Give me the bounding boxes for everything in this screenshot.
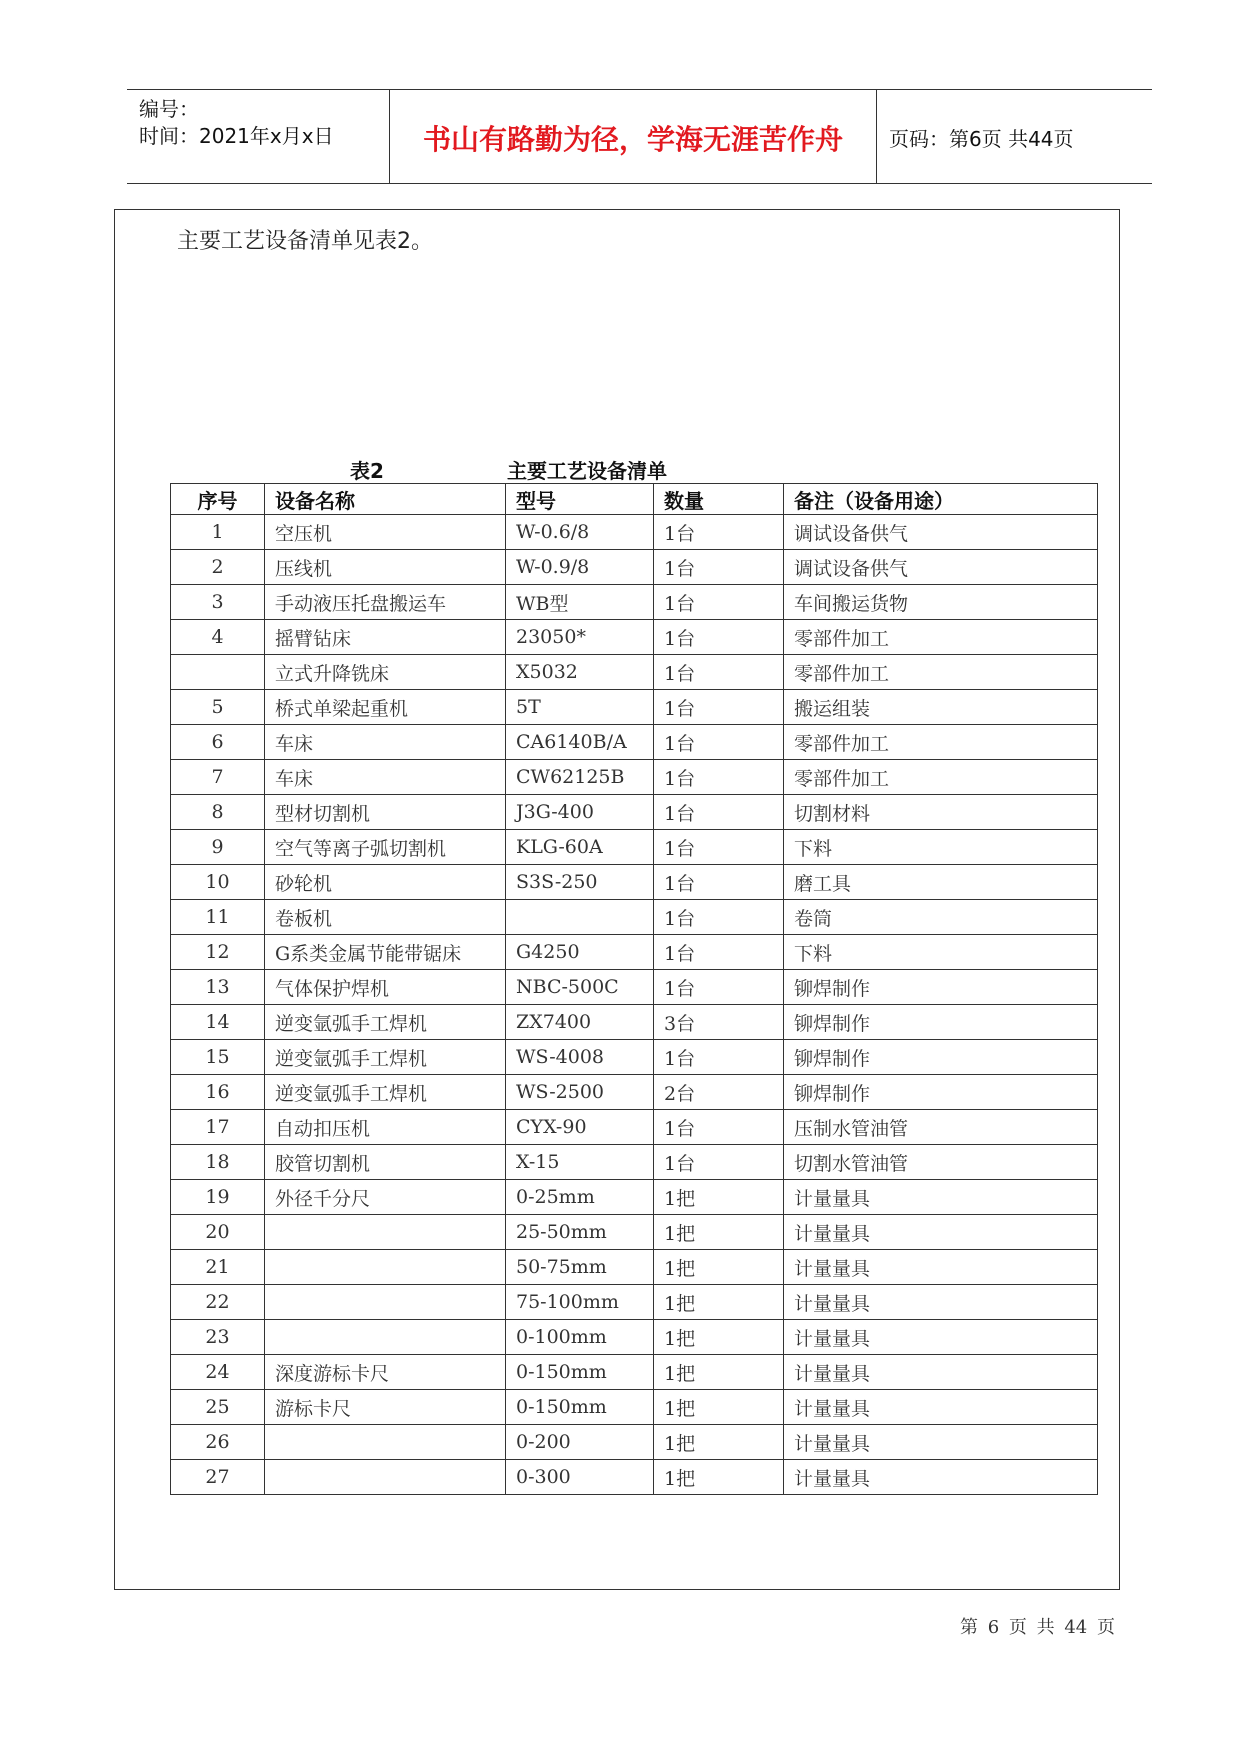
page-header <box>127 89 1152 184</box>
intro-text: 主要工艺设备清单见表2。 <box>177 229 433 254</box>
cell-model: G4250 <box>506 935 654 970</box>
cell-serial: 20 <box>171 1215 265 1250</box>
cell-remarks: 铆焊制作 <box>784 1005 1098 1040</box>
cell-serial: 25 <box>171 1390 265 1425</box>
table-row <box>171 620 1098 655</box>
cell-equipment-name: 卷板机 <box>265 900 506 935</box>
table-row <box>171 1460 1098 1495</box>
cell-equipment-name: 逆变氩弧手工焊机 <box>265 1040 506 1075</box>
cell-remarks: 下料 <box>784 935 1098 970</box>
cell-remarks: 切割水管油管 <box>784 1145 1098 1180</box>
cell-model: NBC-500C <box>506 970 654 1005</box>
table-row <box>171 1250 1098 1285</box>
cell-remarks: 计量量具 <box>784 1390 1098 1425</box>
cell-model: 23050* <box>506 620 654 655</box>
cell-equipment-name: 砂轮机 <box>265 865 506 900</box>
cell-remarks: 计量量具 <box>784 1460 1098 1495</box>
cell-serial: 22 <box>171 1285 265 1320</box>
cell-serial: 13 <box>171 970 265 1005</box>
cell-equipment-name: 车床 <box>265 725 506 760</box>
table-row <box>171 515 1098 550</box>
cell-remarks: 零部件加工 <box>784 725 1098 760</box>
cell-quantity: 1台 <box>654 795 784 830</box>
table-row <box>171 1320 1098 1355</box>
cell-serial: 7 <box>171 760 265 795</box>
cell-quantity: 1把 <box>654 1390 784 1425</box>
cell-quantity: 1把 <box>654 1250 784 1285</box>
cell-equipment-name: G系类金属节能带锯床 <box>265 935 506 970</box>
table-row <box>171 1180 1098 1215</box>
table-row <box>171 1040 1098 1075</box>
document-number-label: 编号： <box>139 97 199 121</box>
column-header-remarks: 备注（设备用途） <box>784 484 1098 515</box>
cell-remarks: 压制水管油管 <box>784 1110 1098 1145</box>
cell-remarks: 计量量具 <box>784 1285 1098 1320</box>
table-row <box>171 655 1098 690</box>
table-row <box>171 935 1098 970</box>
cell-serial: 11 <box>171 900 265 935</box>
cell-quantity: 1台 <box>654 830 784 865</box>
cell-quantity: 1把 <box>654 1320 784 1355</box>
page-footer: 第 6 页 共 44 页 <box>960 1617 1115 1638</box>
cell-quantity: 2台 <box>654 1075 784 1110</box>
cell-equipment-name: 外径千分尺 <box>265 1180 506 1215</box>
cell-remarks: 搬运组装 <box>784 690 1098 725</box>
cell-remarks: 下料 <box>784 830 1098 865</box>
cell-model: 0-25mm <box>506 1180 654 1215</box>
cell-model: S3S-250 <box>506 865 654 900</box>
cell-quantity: 1把 <box>654 1460 784 1495</box>
cell-quantity: 1台 <box>654 1040 784 1075</box>
cell-remarks: 铆焊制作 <box>784 1075 1098 1110</box>
table-row <box>171 795 1098 830</box>
header-page-info: 页码：第6页 共44页 <box>889 127 1074 151</box>
cell-serial: 9 <box>171 830 265 865</box>
table-row <box>171 1215 1098 1250</box>
cell-quantity: 1台 <box>654 725 784 760</box>
cell-equipment-name: 逆变氩弧手工焊机 <box>265 1005 506 1040</box>
cell-serial: 6 <box>171 725 265 760</box>
cell-equipment-name: 摇臂钻床 <box>265 620 506 655</box>
cell-remarks: 铆焊制作 <box>784 1040 1098 1075</box>
table-row <box>171 1075 1098 1110</box>
cell-serial: 27 <box>171 1460 265 1495</box>
cell-equipment-name: 型材切割机 <box>265 795 506 830</box>
cell-model: 5T <box>506 690 654 725</box>
cell-equipment-name: 压线机 <box>265 550 506 585</box>
cell-equipment-name: 胶管切割机 <box>265 1145 506 1180</box>
table-row <box>171 1355 1098 1390</box>
cell-quantity: 3台 <box>654 1005 784 1040</box>
cell-serial: 17 <box>171 1110 265 1145</box>
header-motto: 书山有路勤为径，学海无涯苦作舟 <box>422 123 843 156</box>
cell-remarks: 计量量具 <box>784 1180 1098 1215</box>
cell-quantity: 1把 <box>654 1180 784 1215</box>
cell-serial: 26 <box>171 1425 265 1460</box>
cell-remarks: 计量量具 <box>784 1425 1098 1460</box>
table-row <box>171 725 1098 760</box>
cell-quantity: 1把 <box>654 1355 784 1390</box>
cell-quantity: 1台 <box>654 515 784 550</box>
cell-quantity: 1台 <box>654 585 784 620</box>
table-caption-label: 表2 <box>350 459 384 483</box>
table-row <box>171 1005 1098 1040</box>
table-row <box>171 1145 1098 1180</box>
cell-quantity: 1台 <box>654 690 784 725</box>
cell-model: CA6140B/A <box>506 725 654 760</box>
cell-quantity: 1把 <box>654 1285 784 1320</box>
cell-equipment-name: 气体保护焊机 <box>265 970 506 1005</box>
cell-model: X5032 <box>506 655 654 690</box>
cell-remarks: 调试设备供气 <box>784 515 1098 550</box>
cell-quantity: 1台 <box>654 1110 784 1145</box>
cell-quantity: 1台 <box>654 620 784 655</box>
cell-serial: 10 <box>171 865 265 900</box>
cell-model: 0-100mm <box>506 1320 654 1355</box>
cell-serial: 3 <box>171 585 265 620</box>
cell-model: J3G-400 <box>506 795 654 830</box>
cell-quantity: 1把 <box>654 1215 784 1250</box>
table-row <box>171 1390 1098 1425</box>
cell-model: W-0.9/8 <box>506 550 654 585</box>
cell-model: 50-75mm <box>506 1250 654 1285</box>
cell-quantity: 1台 <box>654 935 784 970</box>
table-row <box>171 900 1098 935</box>
cell-remarks: 调试设备供气 <box>784 550 1098 585</box>
table-row <box>171 865 1098 900</box>
cell-equipment-name <box>265 1460 506 1495</box>
cell-remarks: 磨工具 <box>784 865 1098 900</box>
cell-serial: 21 <box>171 1250 265 1285</box>
equipment-table <box>170 483 1098 1495</box>
header-motto-cell <box>390 90 877 183</box>
cell-equipment-name: 手动液压托盘搬运车 <box>265 585 506 620</box>
cell-quantity: 1台 <box>654 900 784 935</box>
table-row <box>171 1285 1098 1320</box>
cell-equipment-name <box>265 1250 506 1285</box>
cell-remarks: 切割材料 <box>784 795 1098 830</box>
column-header-model: 型号 <box>506 484 654 515</box>
cell-serial: 24 <box>171 1355 265 1390</box>
cell-model: 0-200 <box>506 1425 654 1460</box>
table-row <box>171 550 1098 585</box>
cell-equipment-name: 车床 <box>265 760 506 795</box>
cell-serial: 12 <box>171 935 265 970</box>
table-row <box>171 690 1098 725</box>
cell-quantity: 1台 <box>654 865 784 900</box>
cell-equipment-name: 空气等离子弧切割机 <box>265 830 506 865</box>
cell-remarks: 计量量具 <box>784 1215 1098 1250</box>
table-row <box>171 830 1098 865</box>
table-caption-title: 主要工艺设备清单 <box>507 459 667 483</box>
cell-remarks: 计量量具 <box>784 1355 1098 1390</box>
table-row <box>171 1110 1098 1145</box>
cell-serial: 23 <box>171 1320 265 1355</box>
cell-serial: 18 <box>171 1145 265 1180</box>
cell-model: 0-150mm <box>506 1390 654 1425</box>
cell-model: 75-100mm <box>506 1285 654 1320</box>
cell-serial: 1 <box>171 515 265 550</box>
cell-model: 0-300 <box>506 1460 654 1495</box>
cell-serial: 16 <box>171 1075 265 1110</box>
cell-equipment-name <box>265 1285 506 1320</box>
cell-model: KLG-60A <box>506 830 654 865</box>
cell-serial: 4 <box>171 620 265 655</box>
cell-remarks: 铆焊制作 <box>784 970 1098 1005</box>
cell-quantity: 1台 <box>654 655 784 690</box>
cell-equipment-name: 逆变氩弧手工焊机 <box>265 1075 506 1110</box>
header-meta-cell <box>127 90 390 183</box>
cell-quantity: 1台 <box>654 760 784 795</box>
cell-model: CW62125B <box>506 760 654 795</box>
cell-equipment-name <box>265 1320 506 1355</box>
cell-model <box>506 900 654 935</box>
cell-serial: 8 <box>171 795 265 830</box>
cell-quantity: 1把 <box>654 1425 784 1460</box>
cell-quantity: 1台 <box>654 970 784 1005</box>
document-time-label: 时间：2021年x月x日 <box>139 124 334 148</box>
column-header-serial: 序号 <box>171 484 265 515</box>
column-header-equipment-name: 设备名称 <box>265 484 506 515</box>
cell-model: WS-4008 <box>506 1040 654 1075</box>
cell-serial <box>171 655 265 690</box>
table-row <box>171 1425 1098 1460</box>
cell-model: 25-50mm <box>506 1215 654 1250</box>
cell-equipment-name: 游标卡尺 <box>265 1390 506 1425</box>
cell-quantity: 1台 <box>654 1145 784 1180</box>
cell-serial: 19 <box>171 1180 265 1215</box>
table-row <box>171 760 1098 795</box>
cell-serial: 2 <box>171 550 265 585</box>
cell-equipment-name: 空压机 <box>265 515 506 550</box>
cell-model: X-15 <box>506 1145 654 1180</box>
table-row <box>171 970 1098 1005</box>
cell-model: WB型 <box>506 585 654 620</box>
table-row <box>171 585 1098 620</box>
cell-remarks: 计量量具 <box>784 1250 1098 1285</box>
cell-remarks: 零部件加工 <box>784 655 1098 690</box>
cell-serial: 14 <box>171 1005 265 1040</box>
cell-remarks: 零部件加工 <box>784 620 1098 655</box>
cell-equipment-name: 桥式单梁起重机 <box>265 690 506 725</box>
cell-model: W-0.6/8 <box>506 515 654 550</box>
cell-equipment-name: 立式升降铣床 <box>265 655 506 690</box>
cell-serial: 5 <box>171 690 265 725</box>
cell-remarks: 零部件加工 <box>784 760 1098 795</box>
cell-model: ZX7400 <box>506 1005 654 1040</box>
cell-remarks: 计量量具 <box>784 1320 1098 1355</box>
cell-remarks: 车间搬运货物 <box>784 585 1098 620</box>
cell-model: 0-150mm <box>506 1355 654 1390</box>
column-header-quantity: 数量 <box>654 484 784 515</box>
cell-equipment-name <box>265 1425 506 1460</box>
cell-equipment-name: 深度游标卡尺 <box>265 1355 506 1390</box>
cell-serial: 15 <box>171 1040 265 1075</box>
cell-equipment-name <box>265 1215 506 1250</box>
cell-model: WS-2500 <box>506 1075 654 1110</box>
header-page-cell <box>877 90 1152 183</box>
cell-model: CYX-90 <box>506 1110 654 1145</box>
table-header-row <box>171 484 1098 515</box>
cell-equipment-name: 自动扣压机 <box>265 1110 506 1145</box>
cell-remarks: 卷筒 <box>784 900 1098 935</box>
cell-quantity: 1台 <box>654 550 784 585</box>
